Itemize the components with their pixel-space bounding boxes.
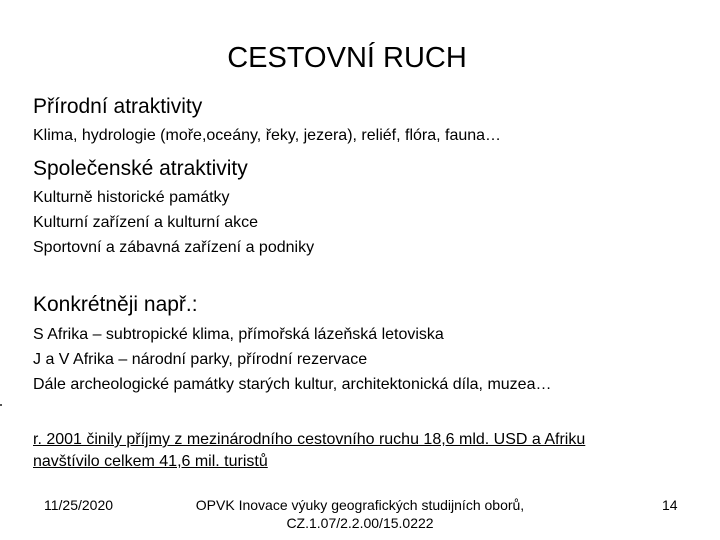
text-south-east-africa: J a V Afrika – národní parky, přírodní rezervace xyxy=(33,351,368,368)
text-sports-facilities: Sportovní a zábavná zařízení a podniky xyxy=(33,239,315,256)
footer-project xyxy=(190,496,530,532)
slide-title: CESTOVNÍ RUCH xyxy=(227,42,467,74)
footer-page-number: 14 xyxy=(662,497,678,513)
heading-specifically: Konkrétněji např.: xyxy=(33,293,198,316)
text-tourism-revenue: r. 2001 činily příjmy z mezinárodního cestovního ruchu 18,6 mld. USD a Afriku xyxy=(33,431,586,448)
text-tourist-count: navštívilo celkem 41,6 mil. turistů xyxy=(33,453,268,470)
heading-social-attractions: Společenské atraktivity xyxy=(33,157,248,180)
edge-mark xyxy=(0,404,2,406)
footer-project-line2: CZ.1.07/2.2.00/15.0222 xyxy=(286,515,434,531)
footer-project-line1: OPVK Inovace výuky geografických studijních oborů, xyxy=(195,497,525,513)
text-cultural-monuments: Kulturně historické památky xyxy=(33,189,230,206)
text-cultural-facilities: Kulturní zařízení a kulturní akce xyxy=(33,214,258,231)
text-north-africa: S Afrika – subtropické klima, přímořská lázeňská letoviska xyxy=(33,326,444,343)
footer-date: 11/25/2020 xyxy=(44,497,114,513)
text-archaeology: Dále archeologické památky starých kultur, architektonická díla, muzea… xyxy=(33,376,552,393)
text-natural-attractions: Klima, hydrologie (moře,oceány, řeky, jezera), reliéf, flóra, fauna… xyxy=(33,127,502,144)
heading-natural-attractions: Přírodní atraktivity xyxy=(33,95,203,118)
